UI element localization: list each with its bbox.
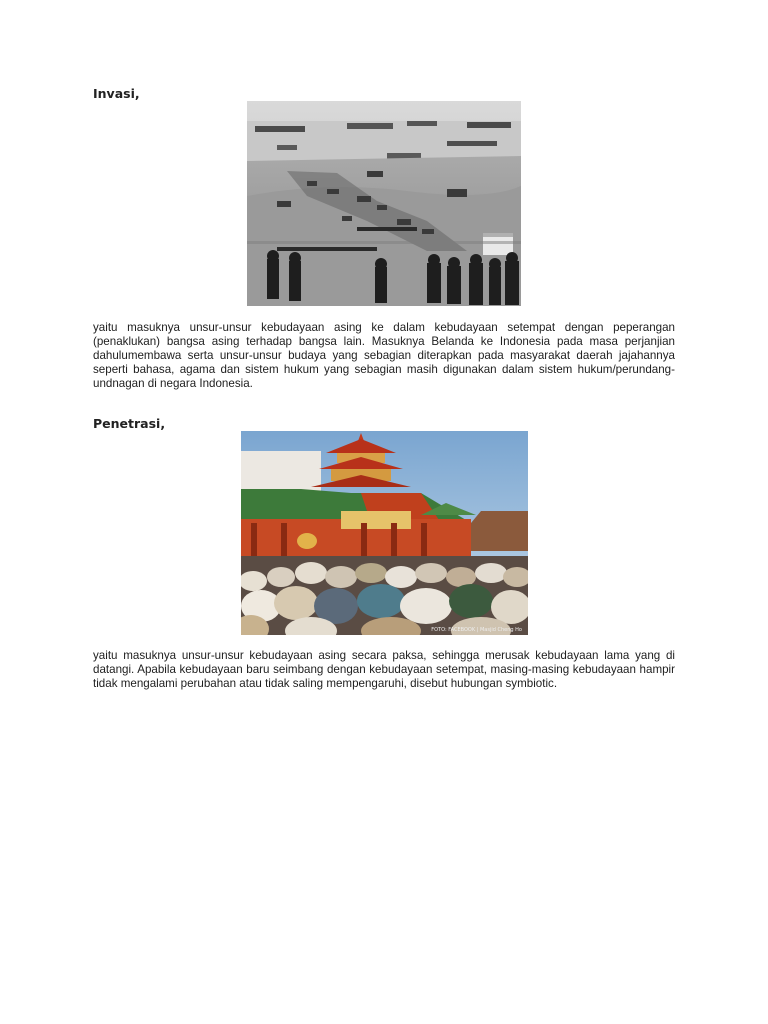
section-paragraph-invasi: yaitu masuknya unsur-unsur kebudayaan asing ke dalam kebudayaan setempat dengan peperangan (penaklukan) bangsa asing terhadap bangsa lain. Masuknya Belanda ke Indonesia pada masa perjanjian dahulumembawa serta unsur-unsur budaya yang sebagian diterapkan pada masyarakat daerah jajahannya seperti bahasa, agama dan sistem hukum yang sebagian masih digunakan dalam sistem hukum/perundang-undnagan di negara Indonesia. [93,321,675,390]
mosque-photo [241,431,528,635]
section-heading-penetrasi: Penetrasi, [93,416,166,431]
section-paragraph-penetrasi: yaitu masuknya unsur-unsur kebudayaan asing secara paksa, sehingga merusak kebudayaan lama yang di datangi. Apabila kebudayaan baru seimbang dengan kebudayaan setempat, masing-masing kebudayaan hampir tidak mengalami perubahan atau tidak saling mempengaruhi, disebut hubungan symbiotic. [93,649,675,690]
section-heading-invasi: Invasi, [93,86,140,101]
invasion-photo [247,101,521,306]
photo-credit: FOTO: FACEBOOK | Masjid Cheng Ho [431,627,522,633]
